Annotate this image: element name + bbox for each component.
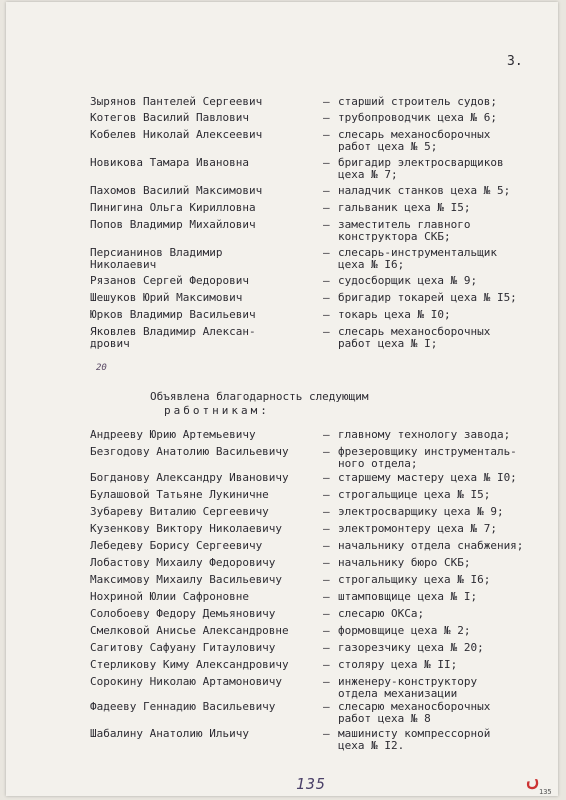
person-role: столяру цеха № II;	[338, 658, 458, 671]
person-role: строгальщику цеха № I6;	[338, 573, 491, 586]
person-role: трубопроводчик цеха № 6;	[338, 111, 497, 124]
person-name: Смелковой Анисье Александровне	[90, 624, 289, 637]
person-name: Фадееву Геннадию Васильевичу	[90, 700, 276, 713]
document-page	[6, 2, 558, 796]
person-name: Солобоеву Федору Демьяновичу	[90, 607, 276, 620]
dash-separator: –	[323, 325, 330, 338]
person-name: Лебедеву Борису Сергеевичу	[90, 539, 263, 552]
person-name: Пахомов Василий Максимович	[90, 184, 263, 197]
dash-separator: –	[323, 111, 330, 124]
person-role: начальнику отдела снабжения;	[338, 539, 524, 552]
archive-stamp-icon: ں	[526, 770, 540, 791]
dash-separator: –	[323, 522, 330, 535]
person-name: Сагитову Сафуану Гитауловичу	[90, 641, 276, 654]
person-name: Зубареву Виталию Сергеевичу	[90, 505, 269, 518]
person-name: Зырянов Пантелей Сергеевич	[90, 95, 263, 108]
person-role: заместитель главного конструктора СКБ;	[338, 218, 471, 243]
dash-separator: –	[323, 274, 330, 287]
person-name: Кузенкову Виктору Николаевичу	[90, 522, 283, 535]
person-role: строгальщице цеха № I5;	[338, 488, 491, 501]
dash-separator: –	[323, 246, 330, 259]
dash-separator: –	[323, 428, 330, 441]
dash-separator: –	[323, 624, 330, 637]
person-role: гальваник цеха № I5;	[338, 201, 471, 214]
dash-separator: –	[323, 573, 330, 586]
person-role: электросварщику цеха № 9;	[338, 505, 504, 518]
heading-line-2: работникам:	[164, 404, 270, 417]
person-role: бригадир электросварщиков цеха № 7;	[338, 156, 504, 181]
dash-separator: –	[323, 308, 330, 321]
gratitude-heading	[150, 390, 470, 418]
dash-separator: –	[323, 658, 330, 671]
dash-separator: –	[323, 156, 330, 169]
dash-separator: –	[323, 218, 330, 231]
dash-separator: –	[323, 700, 330, 713]
person-role: бригадир токарей цеха № I5;	[338, 291, 517, 304]
person-name: Попов Владимир Михайлович	[90, 218, 256, 231]
dash-separator: –	[323, 471, 330, 484]
person-role: инженеру-конструктору отдела механизации	[338, 675, 478, 700]
dash-separator: –	[323, 675, 330, 688]
person-name: Андрееву Юрию Артемьевичу	[90, 428, 256, 441]
page-number: 3.	[507, 54, 523, 69]
person-name: Булашовой Татьяне Лукиничне	[90, 488, 269, 501]
dash-separator: –	[323, 184, 330, 197]
corner-mark: 135	[539, 788, 552, 796]
person-role: старший строитель судов;	[338, 95, 497, 108]
person-name: Безгодову Анатолию Васильевичу	[90, 445, 289, 458]
person-role: главному технологу завода;	[338, 428, 511, 441]
person-name: Пинигина Ольга Кирилловна	[90, 201, 256, 214]
person-role: штамповщице цеха № I;	[338, 590, 478, 603]
person-role: наладчик станков цеха № 5;	[338, 184, 511, 197]
dash-separator: –	[323, 445, 330, 458]
person-role: слесарь механосборочных работ цеха № 5;	[338, 128, 491, 153]
person-name: Персианинов Владимир Николаевич	[90, 246, 223, 271]
margin-note: 20	[96, 363, 107, 373]
person-name: Стерликову Киму Александровичу	[90, 658, 289, 671]
dash-separator: –	[323, 201, 330, 214]
dash-separator: –	[323, 291, 330, 304]
person-name: Котегов Василий Павлович	[90, 111, 249, 124]
dash-separator: –	[323, 727, 330, 740]
dash-separator: –	[323, 95, 330, 108]
person-name: Новикова Тамара Ивановна	[90, 156, 249, 169]
person-name: Яковлев Владимир Алексан- дрович	[90, 325, 256, 350]
person-role: слесарю ОКСа;	[338, 607, 425, 620]
person-name: Юрков Владимир Васильевич	[90, 308, 256, 321]
dash-separator: –	[323, 607, 330, 620]
dash-separator: –	[323, 539, 330, 552]
dash-separator: –	[323, 556, 330, 569]
dash-separator: –	[323, 505, 330, 518]
person-role: фрезеровщику инструменталь- ного отдела;	[338, 445, 517, 470]
person-role: газорезчику цеха № 20;	[338, 641, 484, 654]
person-name: Рязанов Сергей Федорович	[90, 274, 249, 287]
handwritten-page-number: 135	[296, 775, 327, 793]
person-name: Максимову Михаилу Васильевичу	[90, 573, 283, 586]
person-name: Нохриной Юлии Сафроновне	[90, 590, 249, 603]
person-role: начальнику бюро СКБ;	[338, 556, 471, 569]
heading-line-1: Объявлена благодарность следующим	[150, 390, 369, 403]
person-role: слесарь механосборочных работ цеха № I;	[338, 325, 491, 350]
person-name: Шабалину Анатолию Ильичу	[90, 727, 249, 740]
person-role: слесарь-инструментальщик цеха № I6;	[338, 246, 497, 271]
person-role: старшему мастеру цеха № I0;	[338, 471, 517, 484]
dash-separator: –	[323, 128, 330, 141]
dash-separator: –	[323, 590, 330, 603]
person-role: токарь цеха № I0;	[338, 308, 451, 321]
person-role: судосборщик цеха № 9;	[338, 274, 478, 287]
person-name: Шешуков Юрий Максимович	[90, 291, 243, 304]
person-name: Богданову Александру Ивановичу	[90, 471, 289, 484]
person-role: электромонтеру цеха № 7;	[338, 522, 497, 535]
person-name: Лобастову Михаилу Федоровичу	[90, 556, 276, 569]
person-name: Кобелев Николай Алексеевич	[90, 128, 263, 141]
person-role: слесарю механосборочных работ цеха № 8	[338, 700, 491, 725]
person-role: формовщице цеха № 2;	[338, 624, 471, 637]
dash-separator: –	[323, 488, 330, 501]
person-role: машинисту компрессорной цеха № I2.	[338, 727, 491, 752]
dash-separator: –	[323, 641, 330, 654]
person-name: Сорокину Николаю Артамоновичу	[90, 675, 283, 688]
